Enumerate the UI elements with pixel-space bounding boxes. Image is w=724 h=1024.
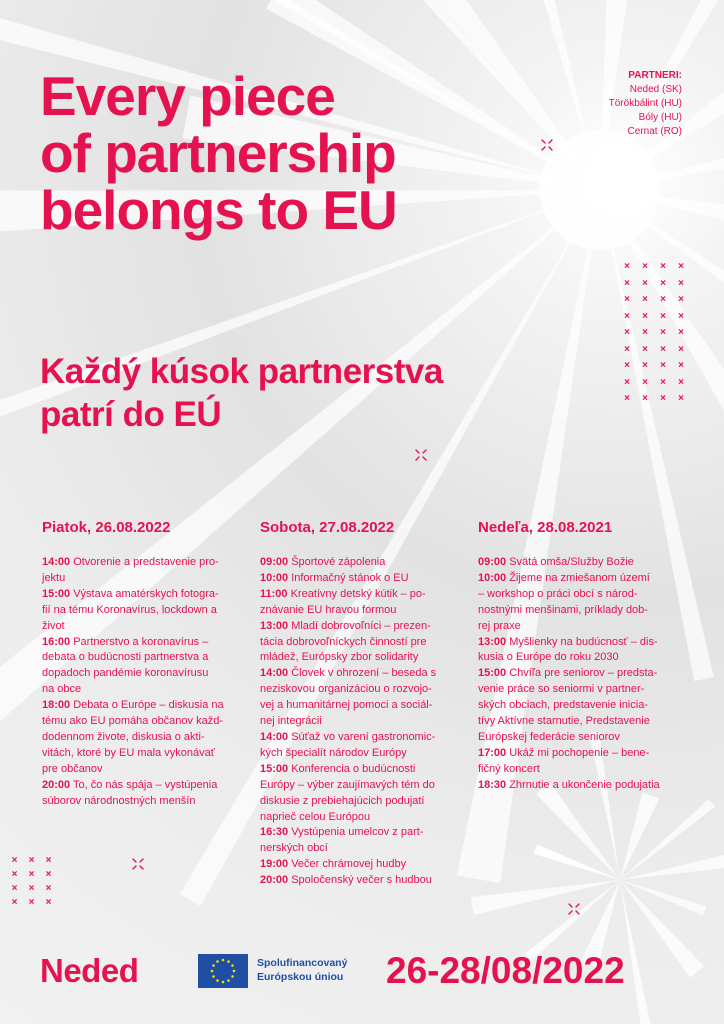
day-column-friday (42, 519, 250, 810)
cross-mark: × (660, 294, 666, 305)
event-text: Chvíľa pre seniorov – predsta- venie práce so seniormi v partner- ských obciach, predstavenie inicia- tívy Aktívne starnutie, Predstavenie Európskej federácie seniorov (478, 667, 658, 743)
title-en-line: Every piece (40, 65, 335, 127)
cross-mark: × (28, 855, 35, 866)
schedule-item (260, 571, 468, 587)
partner-item: Törökbálint (HU) (608, 98, 682, 109)
schedule-item (42, 698, 250, 778)
cross-mark: × (678, 277, 684, 289)
cross-mark: × (624, 343, 630, 355)
cross-mark: × (11, 869, 18, 880)
schedule-item (260, 825, 468, 857)
cross-mark: × (642, 376, 648, 388)
event-time: 20:00 (260, 874, 289, 887)
event-time: 14:00 (260, 667, 289, 680)
partner-item: Neded (SK) (629, 84, 682, 95)
title-sk-line: Každý kúsok partnerstva (40, 352, 443, 391)
eu-flag-icon (198, 954, 248, 988)
cross-mark: × (45, 883, 52, 894)
schedule-item (42, 587, 250, 635)
cross-mark: × (678, 376, 684, 388)
day-column-sunday (478, 519, 686, 794)
sparkle-icon (567, 902, 581, 916)
event-text: Výstava amatérskych fotogra- fií na tému Koronavírus, lockdown a život (42, 587, 219, 632)
partners-list (609, 69, 682, 139)
schedule-item (478, 571, 686, 635)
event-time: 16:00 (42, 635, 71, 648)
event-text: Ukáž mi pochopenie – bene- fičný koncert (478, 746, 650, 775)
title-en-line: belongs to EU (40, 179, 397, 241)
event-time: 10:00 (260, 571, 289, 584)
cross-mark: × (678, 393, 684, 404)
cross-mark: × (11, 897, 18, 908)
title-english (40, 65, 560, 241)
cross-mark: × (28, 883, 35, 894)
event-time: 13:00 (478, 635, 507, 648)
schedule-item (478, 555, 686, 571)
schedule-item (260, 873, 468, 889)
cross-mark: × (624, 277, 630, 289)
cross-mark: × (660, 343, 666, 355)
sparkle-icon (414, 448, 428, 462)
title-en-line: of partnership (40, 122, 396, 184)
sparkle-icon (540, 138, 554, 152)
cross-mark: × (624, 393, 630, 404)
cross-mark: × (678, 343, 684, 355)
event-time: 13:00 (260, 619, 289, 632)
eu-text-line: Spolufinancovaný (257, 957, 348, 969)
cross-mark: × (624, 261, 630, 272)
event-text: Informačný stánok o EU (288, 571, 409, 584)
title-sk-line: patrí do EÚ (40, 395, 222, 434)
cross-mark: × (45, 855, 52, 866)
event-time: 10:00 (478, 571, 507, 584)
schedule-item (42, 555, 250, 587)
sparkle-icon (131, 857, 145, 871)
cross-mark: × (642, 310, 648, 322)
cross-pattern-icon (618, 262, 690, 404)
schedule-item (478, 778, 686, 794)
cross-mark: × (45, 897, 52, 908)
event-time: 15:00 (42, 587, 71, 600)
event-text: Človek v ohrození – beseda s neziskovou organizáciou o rozvojo- vej a humanitárnej pomoci a sociál- nej integrácii (260, 667, 437, 728)
cross-mark: × (642, 294, 648, 305)
event-time: 18:30 (478, 778, 507, 791)
schedule-item (260, 730, 468, 762)
event-time: 09:00 (260, 556, 289, 568)
cross-mark: × (678, 261, 684, 272)
partners-heading: PARTNERI: (628, 70, 682, 81)
schedule-item (478, 746, 686, 778)
cross-mark: × (624, 376, 630, 388)
partner-item: Bóly (HU) (638, 112, 682, 123)
cross-mark: × (660, 360, 666, 371)
event-text: Svätá omša/Služby Božie (506, 556, 634, 568)
cross-mark: × (45, 869, 52, 880)
event-text: Vystúpenia umelcov z part- nerských obcí (260, 826, 424, 855)
schedule-list (478, 555, 686, 794)
day-heading: Piatok, 26.08.2022 (42, 519, 171, 536)
schedule-item (478, 666, 686, 746)
cross-mark: × (642, 277, 648, 289)
event-time: 16:30 (260, 826, 289, 839)
cross-mark: × (11, 883, 18, 894)
cross-mark: × (624, 294, 630, 305)
cross-mark: × (642, 327, 648, 338)
cross-mark: × (660, 277, 666, 289)
event-text: Športové zápolenia (288, 556, 386, 568)
place-name: Neded (40, 952, 139, 989)
cross-mark: × (642, 393, 648, 404)
schedule-item (260, 619, 468, 667)
cross-mark: × (660, 261, 666, 272)
schedule-item (260, 587, 468, 619)
cross-mark: × (660, 310, 666, 322)
schedule-item (478, 635, 686, 667)
partner-item: Cernat (RO) (627, 126, 682, 137)
event-time: 18:00 (42, 699, 71, 712)
cross-mark: × (624, 327, 630, 338)
day-heading: Nedeľa, 28.08.2021 (478, 519, 613, 536)
event-time: 09:00 (478, 556, 507, 568)
event-time: 19:00 (260, 858, 289, 871)
event-text: Debata o Európe – diskusia na tému ako EU pomáha občanov každ- dodennom živote, diskusia o akti- vitách, ktoré by EU mala vykonávať pre občanov (42, 699, 224, 775)
event-text: Súťaž vo varení gastronomic- kých špecialít národov Európy (260, 730, 436, 759)
event-text: Kreatívny detský kútik – po- znávanie EU hravou formou (260, 587, 426, 616)
event-text: Spoločenský večer s hudbou (288, 874, 432, 887)
eu-text-line: Európskou úniou (257, 971, 344, 983)
event-text: Zhrnutie a ukončenie podujatia (506, 778, 660, 791)
event-time: 14:00 (260, 730, 289, 743)
cross-mark: × (678, 327, 684, 338)
schedule-item (260, 762, 468, 826)
cross-mark: × (678, 294, 684, 305)
cross-mark: × (642, 360, 648, 371)
event-time: 15:00 (260, 762, 289, 775)
cross-mark: × (624, 360, 630, 371)
schedule-item (42, 778, 250, 810)
cross-pattern-icon (6, 856, 57, 908)
cross-mark: × (642, 261, 648, 272)
eu-cofunded-label (257, 956, 347, 984)
event-text: Večer chrámovej hudby (288, 858, 407, 871)
event-time: 11:00 (260, 587, 288, 600)
title-slovak (40, 350, 580, 436)
event-time: 20:00 (42, 778, 71, 791)
event-dates: 26-28/08/2022 (386, 950, 625, 991)
event-text: Žijeme na zmiešanom území – workshop o práci obcí s národ- nostnými menšinami, príklady dob- rej praxe (478, 571, 650, 632)
event-text: Otvorenie a predstavenie pro- jektu (42, 556, 219, 584)
schedule-item (260, 666, 468, 730)
day-heading: Sobota, 27.08.2022 (260, 519, 395, 536)
event-text: Myšlienky na budúcnosť – dis- kusia o Európe do roku 2030 (478, 635, 658, 664)
cross-mark: × (28, 897, 35, 908)
schedule-list (260, 555, 468, 889)
day-column-saturday (260, 519, 468, 889)
event-time: 15:00 (478, 667, 507, 680)
event-text: Partnerstvo a koronavírus – debata o budúcnosti partnerstva a dopadoch pandémie koronavírusu na obce (42, 635, 209, 696)
event-text: To, čo nás spája – vystúpenia súborov národnostných menšín (42, 778, 218, 807)
cross-mark: × (660, 376, 666, 388)
cross-mark: × (624, 310, 630, 322)
cross-mark: × (11, 855, 18, 866)
schedule-item (260, 555, 468, 571)
cross-mark: × (642, 343, 648, 355)
cross-mark: × (660, 327, 666, 338)
event-time: 14:00 (42, 556, 71, 568)
event-text: Konferencia o budúcnosti Európy – výber zaujímavých tém do diskusie z prebiehajúcich podujatí naprieč celou Európou (260, 762, 435, 823)
event-time: 17:00 (478, 746, 507, 759)
schedule-item (260, 857, 468, 873)
cross-mark: × (678, 360, 684, 371)
cross-mark: × (678, 310, 684, 322)
schedule-item (42, 635, 250, 699)
schedule-list (42, 555, 250, 810)
cross-mark: × (28, 869, 35, 880)
cross-mark: × (660, 393, 666, 404)
event-text: Mladí dobrovoľníci – prezen- tácia dobrovoľníckych činností pre mládež, Európsky zbor solidarity (260, 619, 431, 664)
